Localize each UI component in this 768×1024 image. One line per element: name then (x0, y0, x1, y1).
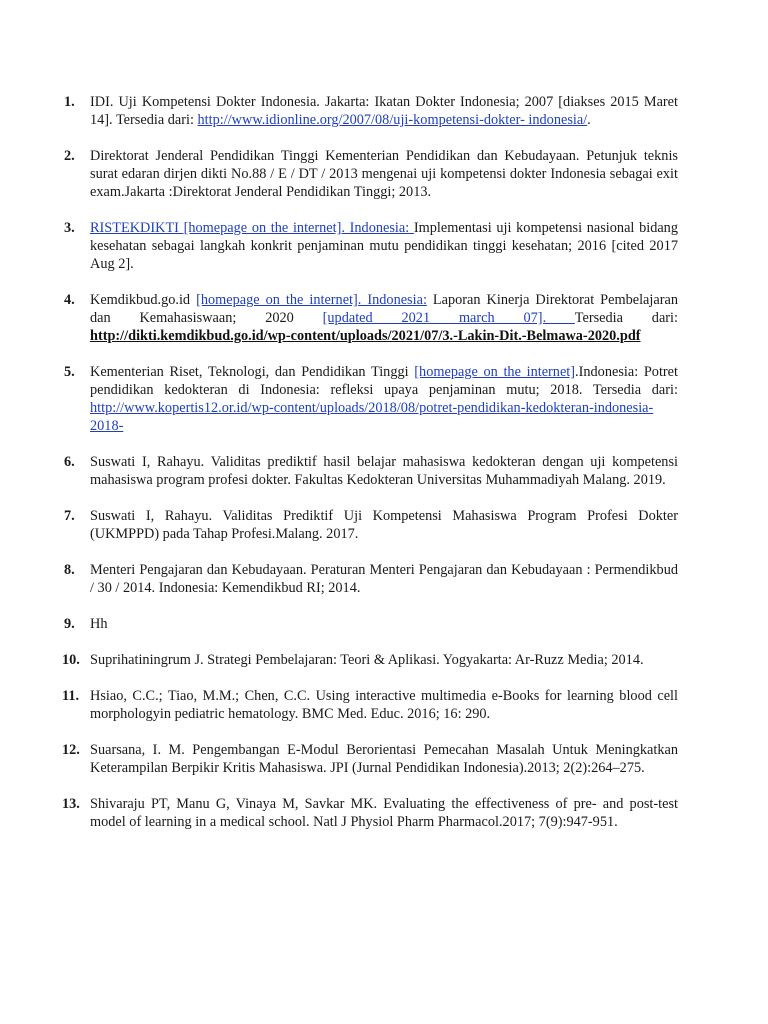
reference-text (90, 292, 678, 344)
reference-number: 7. (64, 508, 75, 524)
reference-item (62, 93, 678, 129)
reference-text (90, 94, 678, 128)
reference-number: 10. (62, 652, 80, 668)
reference-item (62, 687, 678, 723)
reference-text-segment: . (587, 112, 591, 128)
reference-text-segment: Implementasi uji kompetensi nasional bidang kesehatan sebagai langkah konkrit penjaminan mutu pendidikan tinggi kesehatan; 2016 [cited 2017 Aug 2]. (90, 220, 678, 272)
reference-link[interactable]: [updated 2021 march 07]. (322, 310, 575, 326)
reference-text (90, 652, 644, 668)
reference-text (90, 364, 678, 434)
reference-number: 4. (64, 292, 75, 308)
reference-text-segment: Direktorat Jenderal Pendidikan Tinggi Kementerian Pendidikan dan Kebudayaan. Petunjuk teknis surat edaran dirjen dikti No.88 / E / DT / 2013 mengenai uji kompetensi dokter Indonesia sebagai exit exam.Jakarta :Direktorat Jenderal Pendidikan Tinggi; 2013. (90, 148, 678, 200)
reference-list (62, 93, 678, 831)
reference-number: 5. (64, 364, 75, 380)
reference-text (90, 220, 678, 272)
reference-text (90, 616, 107, 632)
reference-number: 6. (64, 454, 75, 470)
reference-text-segment: Hh (90, 616, 108, 632)
reference-item (62, 453, 678, 489)
reference-text-segment: Suprihatiningrum J. Strategi Pembelajaran: Teori & Aplikasi. Yogyakarta: Ar-Ruzz Media; 2014. (90, 652, 644, 668)
reference-item (62, 363, 678, 435)
reference-number: 12. (62, 742, 80, 758)
reference-item (62, 741, 678, 777)
reference-text (90, 688, 678, 722)
reference-link[interactable]: [homepage on the internet] (414, 364, 576, 380)
reference-text-segment: Suswati I, Rahayu. Validitas Prediktif Uji Kompetensi Mahasiswa Program Profesi Dokter (UKMPPD) pada Tahap Profesi.Malang. 2017. (90, 508, 678, 542)
reference-text-segment: Tersedia dari: (574, 310, 678, 326)
reference-text (90, 742, 678, 776)
reference-text-segment: Shivaraju PT, Manu G, Vinaya M, Savkar MK. Evaluating the effectiveness of pre- and post-test model of learning in a medical school. Natl J Physiol Pharm Pharmacol.2017; 7(9):947-951. (90, 796, 678, 830)
reference-item (62, 219, 678, 273)
reference-text-segment: Kementerian Riset, Teknologi, dan Pendidikan Tinggi (90, 364, 415, 380)
reference-item (62, 507, 678, 543)
reference-link[interactable]: RISTEKDIKTI [homepage on the internet]. Indonesia: (90, 220, 414, 236)
reference-number: 2. (64, 148, 75, 164)
reference-text (90, 454, 678, 488)
reference-number: 1. (64, 94, 75, 110)
reference-text-segment: .Indonesia: Potret pendidikan kedokteran di Indonesia: refleksi upaya penjaminan mutu; 2018. Tersedia dari: (90, 364, 679, 398)
reference-number: 3. (64, 220, 75, 236)
reference-number: 8. (64, 562, 75, 578)
reference-text (90, 148, 678, 200)
reference-number: 9. (64, 616, 75, 632)
reference-link[interactable]: [homepage on the internet]. Indonesia: (196, 292, 427, 308)
reference-item (62, 795, 678, 831)
reference-text-segment: Suswati I, Rahayu. Validitas prediktif hasil belajar mahasiswa kedokteran dengan uji kompetensi mahasiswa program profesi dokter. Fakultas Kedokteran Universitas Muhammadiyah Malang. 2019. (90, 454, 678, 488)
reference-text-segment: Suarsana, I. M. Pengembangan E-Modul Berorientasi Pemecahan Masalah Untuk Meningkatkan Keterampilan Berpikir Kritis Mahasiswa. JPI (Jurnal Pendidikan Indonesia).2013; 2(2):264–275. (90, 742, 678, 776)
reference-text-segment: IDI. Uji Kompetensi Dokter Indonesia. Jakarta: Ikatan Dokter Indonesia; 2007 [diakses 2015 Maret 14]. Tersedia dari: (90, 94, 678, 128)
reference-item (62, 615, 678, 633)
reference-text (90, 796, 678, 830)
reference-text (90, 508, 678, 542)
reference-number: 11. (62, 688, 80, 704)
reference-item (62, 147, 678, 201)
reference-text-segment: Hsiao, C.C.; Tiao, M.M.; Chen, C.C. Using interactive multimedia e-Books for learning blood cell morphologyin pediatric hematology. BMC Med. Educ. 2016; 16: 290. (90, 688, 678, 722)
reference-link[interactable]: http://www.kopertis12.or.id/wp-content/uploads/2018/08/potret-pendidikan-kedokteran-indonesia-2018- (90, 400, 654, 434)
reference-text (90, 562, 678, 596)
reference-item (62, 561, 678, 597)
reference-item (62, 291, 678, 345)
reference-number: 13. (62, 796, 80, 812)
reference-text-segment: Kemdikbud.go.id (90, 292, 197, 308)
reference-link[interactable]: http://www.idionline.org/2007/08/uji-kompetensi-dokter- indonesia/ (197, 112, 588, 128)
reference-item (62, 651, 678, 669)
reference-link[interactable]: http://dikti.kemdikbud.go.id/wp-content/uploads/2021/07/3.-Lakin-Dit.-Belmawa-2020.pdf (90, 328, 641, 344)
reference-text-segment: Menteri Pengajaran dan Kebudayaan. Peraturan Menteri Pengajaran dan Kebudayaan : Permendikbud / 30 / 2014. Indonesia: Kemendikbud RI; 2014. (90, 562, 678, 596)
reference-text-segment: Laporan Kinerja Direktorat Pembelajaran dan Kemahasiswaan; 2020 (90, 292, 678, 326)
